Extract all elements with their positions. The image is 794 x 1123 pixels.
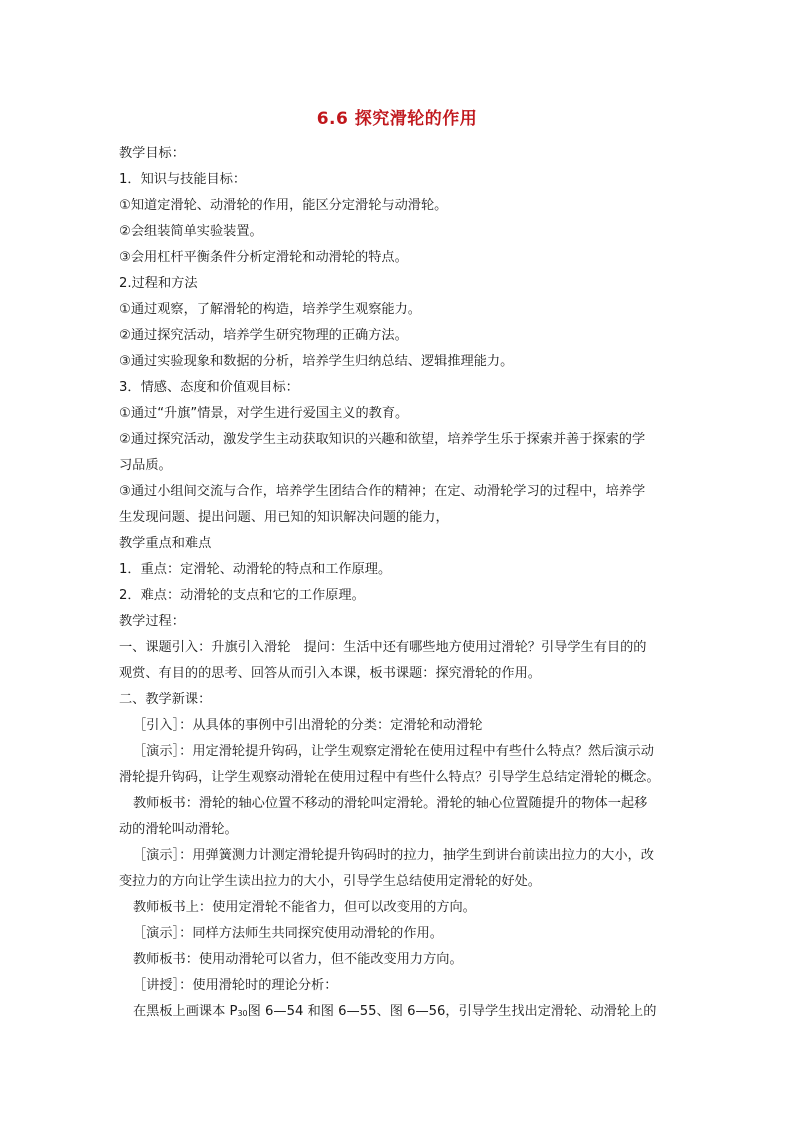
text-line: ②通过探究活动，激发学生主动获取知识的兴趣和欲望，培养学生乐于探索并善于探索的学 xyxy=(119,432,646,447)
text-line: 习品质。 xyxy=(119,458,172,473)
text-line: ②会组装简单实验装置。 xyxy=(119,224,263,239)
text-line: ③通过实验现象和数据的分析，培养学生归纳总结、逻辑推理能力。 xyxy=(119,354,514,369)
page-title: 6.6 探究滑轮的作用 xyxy=(316,109,478,129)
text-line: 1．知识与技能目标： xyxy=(119,172,247,187)
text-line: ［讲授］：使用滑轮时的理论分析： xyxy=(133,978,338,993)
text-line: 3．情感、态度和价值观目标： xyxy=(119,380,299,395)
text-line: ［演示］：用弹簧测力计测定滑轮提升钩码时的拉力，抽学生到讲台前读出拉力的大小，改 xyxy=(133,848,654,863)
text-line: 教师板书上：使用定滑轮不能省力，但可以改变用的方向。 xyxy=(133,900,476,915)
text-line: 2．难点：动滑轮的支点和它的工作原理。 xyxy=(119,588,365,603)
text-line: 教学目标： xyxy=(119,146,185,161)
text-line: 二、教学新课： xyxy=(119,692,212,707)
text-line: ［演示］：同样方法师生共同探究使用动滑轮的作用。 xyxy=(133,926,443,941)
document-body xyxy=(119,141,679,1027)
text-line: ①通过观察，了解滑轮的构造，培养学生观察能力。 xyxy=(119,302,421,317)
text-line: 1．重点：定滑轮、动滑轮的特点和工作原理。 xyxy=(119,562,392,577)
text-line: 变拉力的方向让学生读出拉力的大小，引导学生总结使用定滑轮的好处。 xyxy=(119,874,541,889)
text-line: ②通过探究活动，培养学生研究物理的正确方法。 xyxy=(119,328,408,343)
text-line: ①知道定滑轮、动滑轮的作用，能区分定滑轮与动滑轮。 xyxy=(119,198,448,213)
text-line: 教学过程： xyxy=(119,614,185,629)
text-line: 滑轮提升钩码，让学生观察动滑轮在使用过程中有些什么特点？引导学生总结定滑轮的概念。 xyxy=(119,770,660,785)
text-line: ［演示］：用定滑轮提升钩码，让学生观察定滑轮在使用过程中有些什么特点？然后演示动 xyxy=(133,744,654,759)
text-fragment: 图 6—54 和图 6—55、图 6—56，引导学生找出定滑轮、动滑轮上的 xyxy=(247,1004,657,1019)
text-line: 观赏、有目的的思考、回答从而引入本课，板书课题：探究滑轮的作用。 xyxy=(119,666,541,681)
text-line xyxy=(119,999,679,1027)
text-fragment: 在黑板上画课本 P xyxy=(133,1004,238,1019)
text-line: 动的滑轮叫动滑轮。 xyxy=(119,822,238,837)
text-line: 2.过程和方法 xyxy=(119,276,198,291)
text-line: 一、课题引入：升旗引入滑轮 提问：生活中还有哪些地方使用过滑轮？引导学生有目的的 xyxy=(119,640,647,655)
text-line: 教师板书：滑轮的轴心位置不移动的滑轮叫定滑轮。滑轮的轴心位置随提升的物体一起移 xyxy=(133,796,648,811)
text-line: 教师板书：使用动滑轮可以省力，但不能改变用力方向。 xyxy=(133,952,463,967)
text-line: 教学重点和难点 xyxy=(119,536,212,551)
text-line: ①通过“升旗”情景，对学生进行爱国主义的教育。 xyxy=(119,406,409,421)
text-line: 生发现问题、提出问题、用已知的知识解决问题的能力， xyxy=(119,510,449,525)
text-line: ③通过小组间交流与合作，培养学生团结合作的精神；在定、动滑轮学习的过程中，培养学 xyxy=(119,484,646,499)
page-number-subscript: 30 xyxy=(237,1009,248,1018)
text-line: ［引入］：从具体的事例中引出滑轮的分类：定滑轮和动滑轮 xyxy=(133,718,483,733)
text-line: ③会用杠杆平衡条件分析定滑轮和动滑轮的特点。 xyxy=(119,250,408,265)
